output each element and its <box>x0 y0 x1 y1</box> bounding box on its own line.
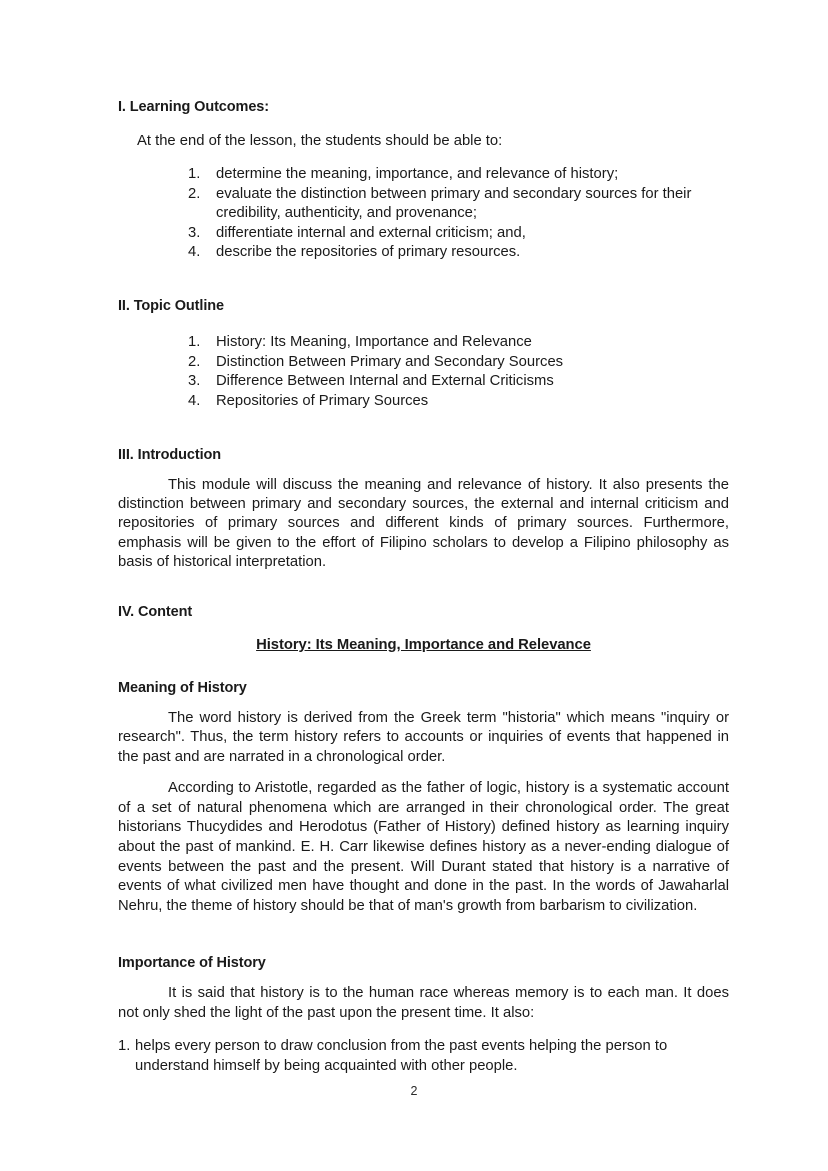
heading-topic-outline: II. Topic Outline <box>118 298 224 315</box>
spacer <box>118 767 729 779</box>
list-item-text: differentiate internal and external criticism; and, <box>216 224 526 241</box>
list-item-text: determine the meaning, importance, and relevance of history; <box>216 166 619 183</box>
list-item-number: 2. <box>188 185 201 202</box>
heading-meaning-of-history: Meaning of History <box>118 679 247 696</box>
list-item-text: describe the repositories of primary resources. <box>216 244 521 261</box>
learning-outcomes-list <box>118 165 729 263</box>
list-item <box>118 333 729 353</box>
meaning-paragraph-1: The word history is derived from the Greek term "historia" which means "inquiry or research". Thus, the term history refers to accounts or inquiries of events that happened in the past and are narrated in a chronological order. <box>118 709 729 765</box>
spacer <box>118 116 729 132</box>
list-item <box>118 372 729 392</box>
heading-learning-outcomes: I. Learning Outcomes: <box>118 99 269 115</box>
spacer <box>118 412 729 446</box>
list-item-number: 4. <box>188 244 201 261</box>
list-item-number: 4. <box>188 392 201 409</box>
list-item <box>118 185 729 224</box>
heading-content: IV. Content <box>118 603 193 620</box>
list-item-text: evaluate the distinction between primary and secondary sources for their credibility, authenticity, and provenance; <box>216 185 692 222</box>
list-item <box>118 165 729 185</box>
introduction-paragraph: This module will discuss the meaning and relevance of history. It also presents the distinction between primary and secondary sources, the external and internal criticism and repositories of primary sources and different kinds of primary sources. Furthermore, emphasis will be given to the effort of Filipino scholars to develop a Filipino philosophy as basis of historical interpretation. <box>118 476 729 571</box>
heading-introduction: III. Introduction <box>118 446 222 463</box>
spacer <box>118 916 729 954</box>
spacer <box>118 151 729 165</box>
spacer <box>118 972 729 984</box>
spacer <box>118 315 729 333</box>
spacer <box>118 464 729 476</box>
heading-importance-of-history: Importance of History <box>118 955 266 972</box>
spacer <box>118 263 729 297</box>
list-item <box>118 353 729 373</box>
importance-list <box>118 1037 729 1076</box>
list-item-number: 2. <box>188 353 201 370</box>
list-item <box>118 224 729 244</box>
content-title: History: Its Meaning, Importance and Relevance <box>256 636 591 653</box>
list-item-number: 3. <box>188 224 201 241</box>
topic-outline-list <box>118 333 729 411</box>
list-item-number: 1. <box>188 166 201 183</box>
page-number: 2 <box>410 1084 418 1098</box>
list-item-text: History: Its Meaning, Importance and Relevance <box>216 334 532 351</box>
list-item-text: Distinction Between Primary and Secondary Sources <box>216 353 564 370</box>
importance-paragraph-1: It is said that history is to the human race whereas memory is to each man. It does not only shed the light of the past upon the present time. It also: <box>118 985 729 1021</box>
spacer <box>118 573 729 603</box>
spacer <box>118 653 729 679</box>
document-content <box>118 98 729 1076</box>
list-item <box>118 1037 729 1076</box>
list-item <box>118 392 729 412</box>
spacer <box>118 697 729 709</box>
list-item-number: 3. <box>188 373 201 390</box>
list-item <box>118 243 729 263</box>
list-item-number: 1. <box>188 334 201 351</box>
spacer <box>118 1023 729 1037</box>
list-item-text: helps every person to draw conclusion from the past events helping the person to understand himself by being acquainted with other people. <box>135 1038 668 1074</box>
meaning-paragraph-2: According to Aristotle, regarded as the father of logic, history is a systematic account of a set of natural phenomena which are arranged in their chronological order. The great historians Thucydides and Herodotus (Father of History) defined history as learning inquiry about the past of mankind. E. H. Carr likewise defines history as a never-ending dialogue of events between the past and the present. Will Durant stated that history is a narrative of events of what civilized men have thought and done in the past. In the words of Jawaharlal Nehru, the theme of history should be that of man's growth from barbarism to civilization. <box>118 780 729 914</box>
list-item-text: Difference Between Internal and External Criticisms <box>216 373 554 390</box>
learning-outcomes-lead: At the end of the lesson, the students should be able to: <box>137 133 503 150</box>
spacer <box>118 621 729 637</box>
list-item-number: 1. <box>118 1038 131 1055</box>
list-item-text: Repositories of Primary Sources <box>216 392 429 409</box>
